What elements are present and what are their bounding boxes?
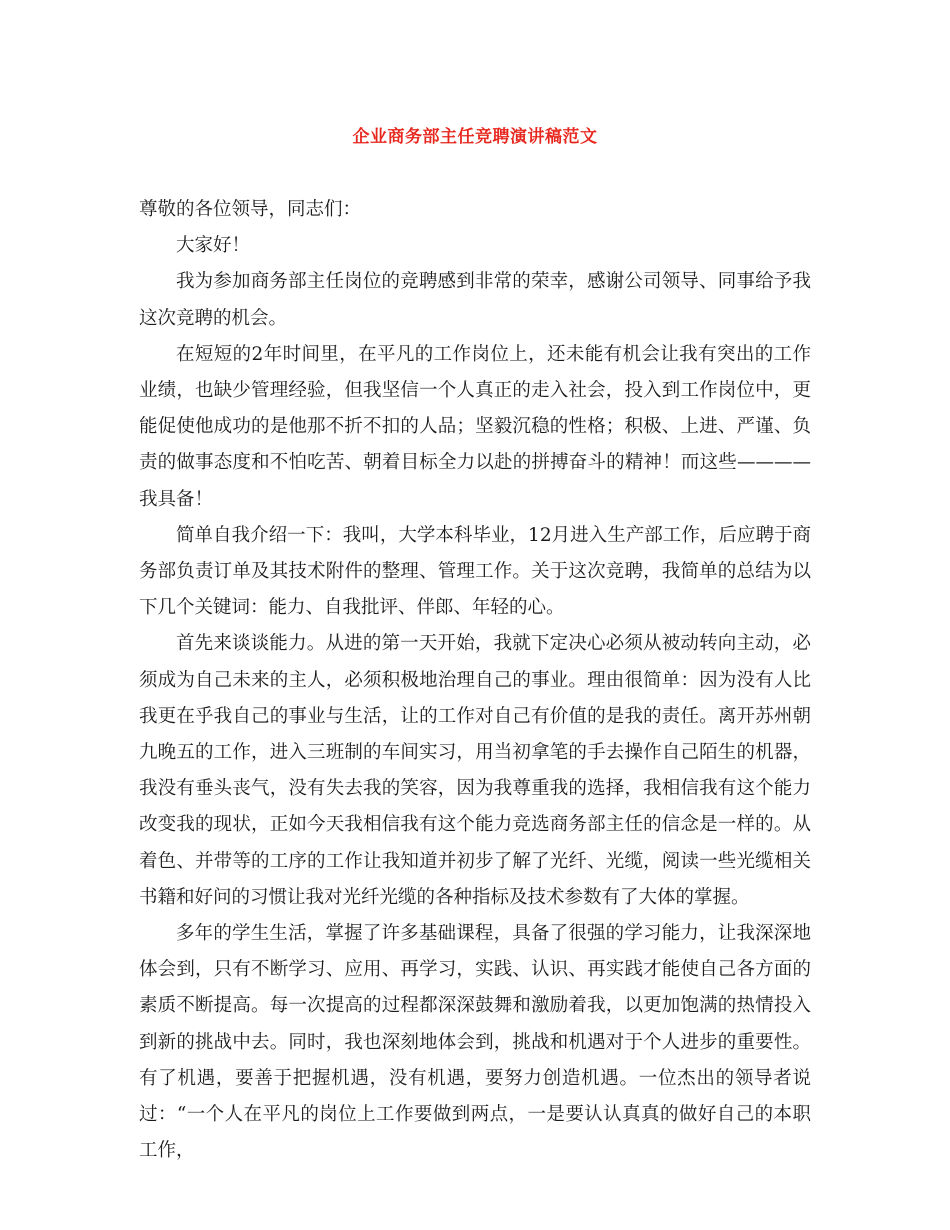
body-paragraph: 首先来谈谈能力。从进的第一天开始，我就下定决心必须从被动转向主动，必须成为自己未来的主人，必须积极地治理自己的事业。理由很简单：因为没有人比我更在乎我自己的事业与生活，让的工作对自己有价值的是我的责任。离开苏州朝九晚五的工作，进入三班制的车间实习，用当初拿笔的手去操作自己陌生的机器，我没有垂头丧气，没有失去我的笑容，因为我尊重我的选择，我相信我有这个能力改变我的现状，正如今天我相信我有这个能力竞选商务部主任的信念是一样的。从着色、并带等的工序的工作让我知道并初步了解了光纤、光缆，阅读一些光缆相关书籍和好问的习惯让我对光纤光缆的各种指标及技术参数有了大体的掌握。 [139,633,811,908]
document-body [139,192,811,1169]
body-paragraph: 简单自我介绍一下：我叫，大学本科毕业，12月进入生产部工作，后应聘于商务部负责订单及其技术附件的整理、管理工作。关于这次竞聘，我简单的总结为以下几个关键词：能力、自我批评、伴郎、年轻的心。 [139,524,811,619]
salutation-paragraph: 尊敬的各位领导，同志们： [139,199,362,220]
body-paragraph: 我为参加商务部主任岗位的竞聘感到非常的荣幸，感谢公司领导、同事给予我这次竞聘的机会。 [139,271,811,329]
body-paragraph: 多年的学生生活，掌握了许多基础课程，具备了很强的学习能力，让我深深地体会到，只有不断学习、应用、再学习，实践、认识、再实践才能使自己各方面的素质不断提高。每一次提高的过程都深深鼓舞和激励着我，以更加饱满的热情投入到新的挑战中去。同时，我也深刻地体会到，挑战和机遇对于个人进步的重要性。有了机遇，要善于把握机遇，没有机遇，要努力创造机遇。一位杰出的领导者说过：“一个人在平凡的岗位上工作要做到两点，一是要认认真真的做好自己的本职工作， [139,923,811,1162]
greeting-paragraph: 大家好！ [176,235,251,257]
document-title: 企业商务部主任竞聘演讲稿范文 [352,127,598,147]
body-paragraph: 在短短的2年时间里，在平凡的工作岗位上，还未能有机会让我有突出的工作业绩，也缺少管理经验，但我坚信一个人真正的走入社会，投入到工作岗位中，更能促使他成功的是他那不折不扣的人品；坚毅沉稳的性格；积极、上进、严谨、负责的做事态度和不怕吃苦、朝着目标全力以赴的拼搏奋斗的精神！而这些————我具备！ [139,343,811,510]
